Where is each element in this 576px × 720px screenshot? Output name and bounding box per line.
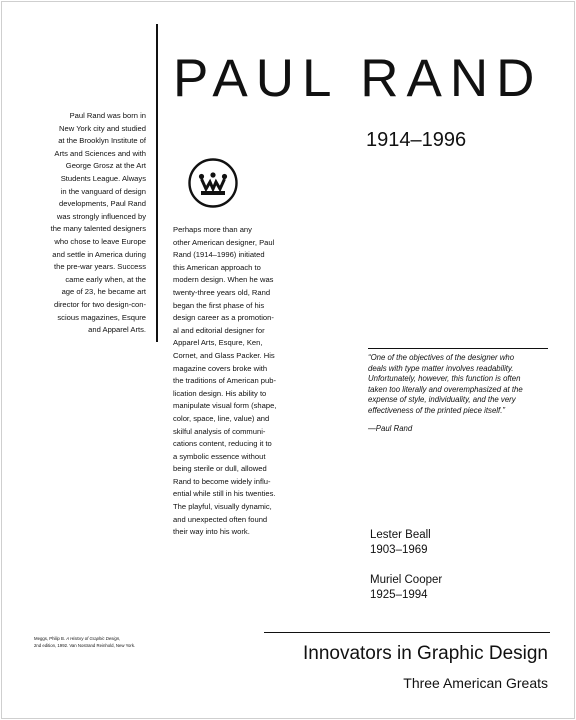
text-line: age of 23, he became art	[61, 287, 146, 297]
text-line: Arts and Sciences and with	[54, 148, 146, 158]
text-line: in the vanguard of design	[60, 186, 146, 196]
quote-line: taken too literally and overemphasized at the	[368, 384, 523, 394]
related-designer	[370, 573, 442, 602]
text-line: and Apparel Arts.	[88, 325, 146, 335]
text-line: The playful, visually dynamic,	[173, 502, 272, 512]
text-line: director for two design-con-	[53, 299, 146, 309]
text-line: design career as a promotion-	[173, 313, 274, 323]
text-line: was strongly influenced by	[56, 211, 146, 221]
quote-block	[368, 348, 552, 433]
bottom-rule	[264, 632, 550, 633]
designer-years: 1903–1969	[370, 543, 428, 556]
lifespan-years: 1914–1996	[366, 129, 467, 151]
designer-name: Lester Beall	[370, 529, 431, 541]
text-line: Cornet, and Glass Packer. His	[173, 350, 275, 360]
designer-name: Muriel Cooper	[370, 574, 443, 586]
text-line: and settle in America during	[52, 249, 146, 259]
biography-column	[28, 110, 146, 337]
text-line: Rand to become widely influ-	[173, 476, 271, 486]
text-line: their way into his work.	[173, 527, 250, 537]
quote-line: expense of style, individuality, and the very	[368, 395, 516, 405]
text-line: the many talented designers	[50, 224, 146, 234]
text-line: the traditions of American pub-	[173, 376, 276, 386]
text-line: and unexpected often found	[173, 514, 268, 524]
text-line: Students League. Always	[60, 173, 146, 183]
text-line: came early when, at the	[65, 274, 146, 284]
text-line: al and editorial designer for	[173, 325, 265, 335]
quote-rule	[368, 348, 548, 349]
series-title: Innovators in Graphic Design	[302, 643, 548, 664]
citation-author: Meggs, Philip B.	[34, 636, 67, 641]
quote-line: deals with type matter involves readability.	[368, 363, 514, 373]
quote-line: Unfortunately, however, this function is often	[368, 374, 521, 384]
main-text-column	[173, 224, 291, 539]
designer-years: 1925–1994	[370, 588, 428, 601]
quote-text	[368, 353, 552, 417]
text-line: this American approach to	[173, 262, 261, 272]
citation-book: A History of Graphic Design	[66, 636, 120, 641]
text-line: twenty-three years old, Rand	[173, 287, 271, 297]
text-line: began the first phase of his	[173, 300, 265, 310]
text-line: color, space, line, value) and	[173, 413, 270, 423]
quote-line: “One of the objectives of the designer who	[368, 353, 515, 362]
citation	[34, 635, 184, 649]
text-line: magazine covers broke with	[173, 363, 268, 373]
text-line: a symbolic essence without	[173, 451, 266, 461]
citation-line2: 2nd edition, 1992. Van Nostrand Reinhold, New York.	[34, 643, 136, 648]
westinghouse-logo-icon	[188, 158, 238, 208]
vertical-rule	[156, 24, 158, 342]
text-line: Apparel Arts, Esqure, Ken,	[173, 338, 263, 348]
text-line: manipulate visual form (shape,	[173, 401, 277, 411]
text-line: ential while still in his twenties.	[173, 489, 276, 499]
text-line: developments, Paul Rand	[59, 199, 146, 209]
quote-attribution: —Paul Rand	[368, 423, 413, 433]
text-line: Rand (1914–1996) initiated	[173, 250, 265, 260]
text-line: New York city and studied	[59, 123, 146, 133]
text-line: lication design. His ability to	[173, 388, 267, 398]
text-line: modern design. When he was	[173, 275, 274, 285]
text-line: Perhaps more than any	[173, 225, 252, 234]
text-line: who chose to leave Europe	[54, 236, 146, 246]
text-line: scious magazines, Esqure	[57, 312, 146, 322]
text-line: at the Brooklyn Institute of	[58, 136, 146, 146]
text-line: George Grosz at the Art	[65, 161, 146, 171]
related-designer	[370, 528, 431, 557]
quote-line: effectiveness of the printed piece itself.”	[368, 405, 505, 415]
text-line: skilful analysis of communi-	[173, 426, 266, 436]
page-title: PAUL RAND	[173, 49, 543, 108]
citation-rest: ,	[119, 636, 121, 641]
text-line: the pre-war years. Success	[53, 262, 146, 272]
text-line: being sterile or dull, allowed	[173, 464, 267, 474]
text-line: cations content, reducing it to	[173, 439, 272, 449]
series-subtitle: Three American Greats	[403, 675, 548, 691]
text-line: other American designer, Paul	[173, 237, 275, 247]
text-line: Paul Rand was born in	[69, 111, 146, 120]
